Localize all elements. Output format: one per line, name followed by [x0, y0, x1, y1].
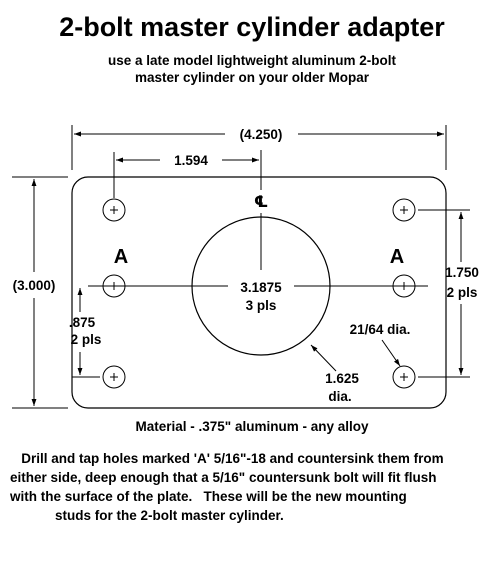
centerline-symbol: ℄: [253, 194, 269, 211]
hole-size-leader: [382, 340, 400, 366]
hole-bottom-left: [103, 366, 125, 388]
hole-top-right: [393, 199, 415, 221]
instruction-line-2: either side, deep enough that a 5/16" countersunk bolt will fit flush: [10, 470, 437, 485]
circle-dia-value: 1.625: [325, 371, 359, 386]
hole-bottom-right: [393, 366, 415, 388]
bore-diameter-label: 3.1875: [240, 280, 282, 295]
instruction-line-4: studs for the 2-bolt master cylinder.: [10, 508, 284, 523]
instruction-line-3: with the surface of the plate. These will be the new mounting: [10, 489, 407, 504]
label-a-left: A: [113, 246, 129, 268]
hole-size-label: 21/64 dia.: [349, 322, 411, 337]
edge-offset-label: .875: [68, 315, 96, 330]
page-title: 2-bolt master cylinder adapter: [59, 12, 445, 42]
instruction-line-1: Drill and tap holes marked 'A' 5/16"-18 and countersink them from: [10, 451, 444, 466]
subtitle-line-1: use a late model lightweight aluminum 2-bolt: [107, 53, 397, 68]
circle-dia-unit: dia.: [328, 389, 352, 404]
hole-top-left: [103, 199, 125, 221]
edge-offset-qty: 2 pls: [70, 332, 102, 347]
hole-offset-label: 1.594: [174, 153, 208, 168]
hole-spacing-qty: 2 pls: [446, 285, 478, 300]
bore-quantity-label: 3 pls: [245, 298, 277, 313]
overall-height-label: (3.000): [12, 278, 56, 293]
hole-spacing-label: 1.750: [445, 265, 479, 280]
bore-dia-leader: [311, 345, 336, 371]
overall-width-label: (4.250): [239, 127, 283, 142]
subtitle-line-2: master cylinder on your older Mopar: [134, 70, 370, 85]
label-a-right: A: [389, 246, 405, 268]
instructions: [10, 449, 504, 525]
material-note: Material - .375" aluminum - any alloy: [135, 419, 369, 434]
